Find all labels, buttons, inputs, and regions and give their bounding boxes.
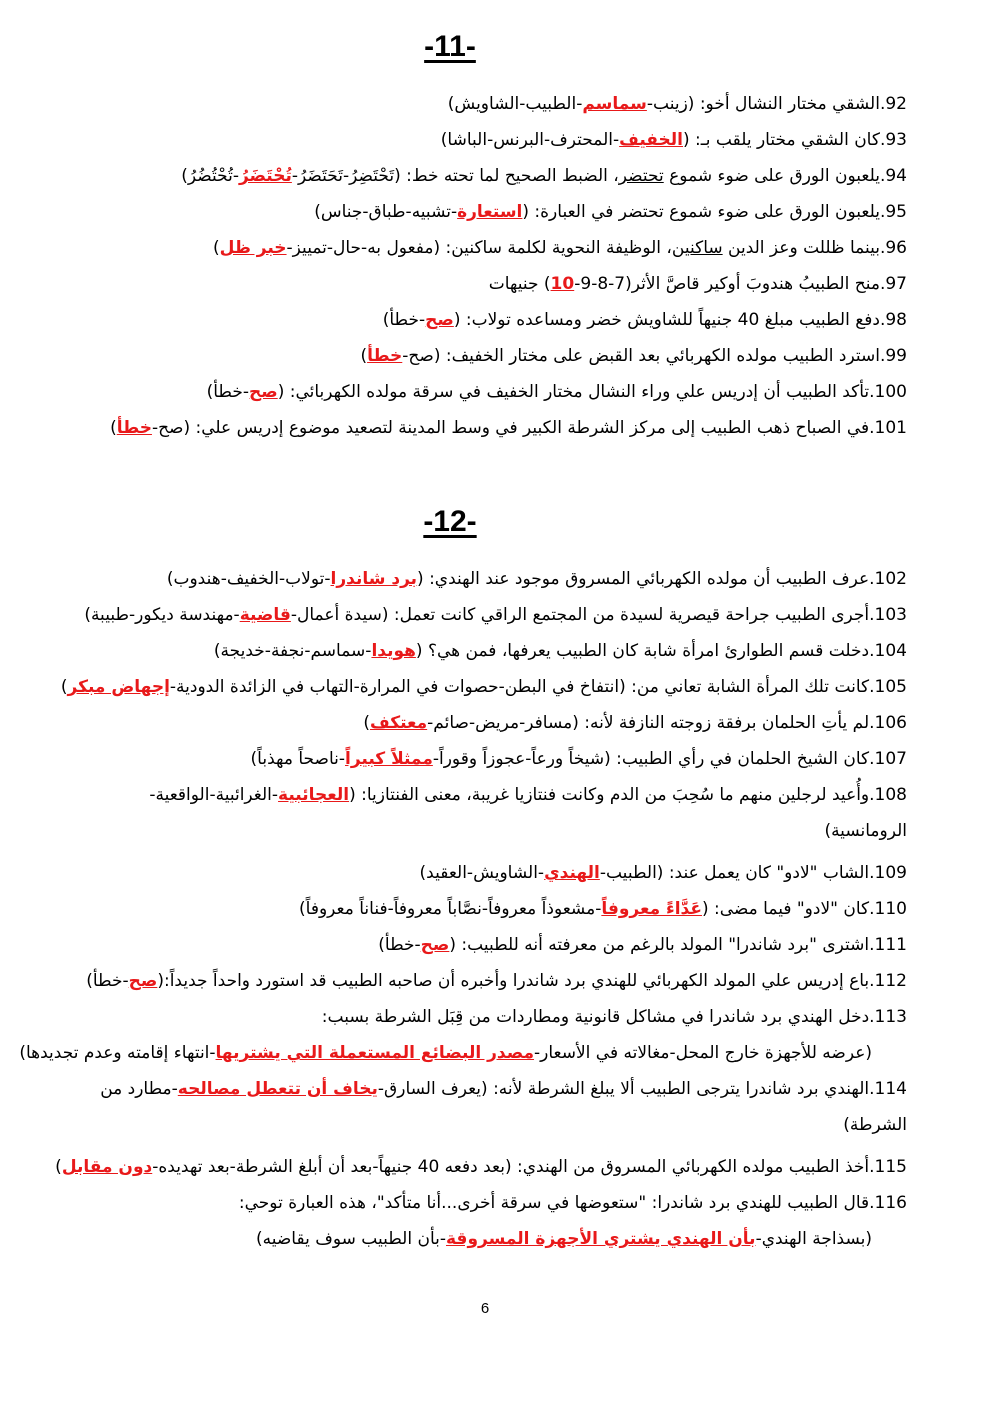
- answer: سماسم: [582, 94, 647, 114]
- answer: ممثلاً كبيراً: [345, 749, 433, 769]
- question-111: 111.اشترى "برد شاندرا" المولد بالرغم من معرفته أنه للطبيب: (صح-خطأ): [378, 935, 907, 955]
- question-92: 92.الشقي مختار النشال أخو: (زينب-سماسم-الطبيب-الشاويش): [447, 94, 907, 114]
- answer: مصدر البضائع المستعملة التي يشتريها: [215, 1043, 535, 1063]
- question-96: 96.بينما ظللت وعز الدين ساكنين، الوظيفة النحوية لكلمة ساكنين: (مفعول به-حال-تمييز-خبر ظل): [213, 238, 907, 258]
- answer: برد شاندرا: [330, 569, 418, 589]
- answer: صح: [128, 971, 158, 991]
- question-115: 115.أخذ الطبيب مولده الكهربائي المسروق من الهندي: (بعد دفعه 40 جنيهاً-بعد أن أبلغ الشرطة-بعد تهديده-دون مقابل): [55, 1157, 907, 1177]
- answer: معتكف: [369, 713, 428, 733]
- question-93: 93.كان الشقي مختار يلقب بـ: (الخفيف-المحترف-البرنس-الباشا): [440, 130, 907, 150]
- question-104: 104.دخلت قسم الطوارئ امرأة شابة كان الطبيب يعرفها، فمن هي؟ (هويدا-سماسم-نجفة-خديجة): [213, 641, 907, 661]
- question-113: 113.دخل الهندي برد شاندرا في مشاكل قانونية ومطاردات من قِبَل الشرطة بسبب:: [321, 1007, 907, 1027]
- answer: الخفيف: [619, 130, 684, 150]
- question-114: 114.الهندي برد شاندرا يترجى الطبيب ألا يبلغ الشرطة لأنه: (يعرف السارق-يخاف أن تتعطل مصالحه-مطارد من الشرطة): [100, 1079, 907, 1135]
- answer: خبر ظل: [219, 238, 287, 258]
- answer: خطأ: [116, 418, 152, 438]
- section-heading-11: -11-: [424, 30, 476, 63]
- answer: 10: [550, 274, 575, 294]
- answer: العجائبية: [278, 785, 350, 805]
- answer: دون مقابل: [61, 1157, 153, 1177]
- answer: بأن الهندي يشتري الأجهزة المسروقة: [446, 1229, 756, 1249]
- question-103: 103.أجرى الطبيب جراحة قيصرية لسيدة من المجتمع الراقي كانت تعمل: (سيدة أعمال-قاضية-مهندسة ديكور-طبيبة): [84, 605, 907, 625]
- question-116-options: (بسذاجة الهندي-بأن الهندي يشتري الأجهزة المسروقة-بأن الطبيب سوف يقاضيه): [255, 1229, 872, 1249]
- question-107: 107.كان الشيخ الحلمان في رأي الطبيب: (شيخاً ورعاً-عجوزاً وقوراً-ممثلاً كبيراً-ناصحاً مهذباً): [250, 749, 907, 769]
- question-99: 99.استرد الطبيب مولده الكهربائي بعد القبض على مختار الخفيف: (صح-خطأ): [360, 346, 907, 366]
- question-113-options: (عرضه للأجهزة خارج المحل-مغالاته في الأسعار-مصدر البضائع المستعملة التي يشتريها-انتهاء إقامته وعدم تجديدها): [19, 1043, 872, 1063]
- answer: هويدا: [371, 641, 416, 661]
- answer: الهندي: [544, 863, 600, 883]
- page-number: 6: [480, 1300, 490, 1317]
- question-109: 109.الشاب "لادو" كان يعمل عند: (الطبيب-الهندي-الشاويش-العقيد): [419, 863, 907, 883]
- question-112: 112.باع إدريس علي المولد الكهربائي للهندي برد شاندرا وأخبره أن صاحبه الطبيب قد استورد واحداً جديداً:(صح-خطأ): [86, 971, 907, 991]
- question-94: 94.يلعبون الورق على ضوء شموع تحتضر، الضبط الصحيح لما تحته خط: (تَحْتَضِرُ-تَحَتَضَرُ-تُحْتَضَرُ-تُحْتُضُرُ): [181, 166, 907, 186]
- question-95: 95.يلعبون الورق على ضوء شموع تحتضر في العبارة: (استعارة-تشبيه-طباق-جناس): [314, 202, 907, 222]
- question-102: 102.عرف الطبيب أن مولده الكهربائي المسروق موجود عند الهندي: (برد شاندرا-تولاب-الخفيف-هندوب): [166, 569, 907, 589]
- question-116: 116.قال الطبيب للهندي برد شاندرا: "ستعوضها في سرقة أخرى...أنا متأكد"، هذه العبارة توحي:: [238, 1193, 907, 1213]
- question-100: 100.تأكد الطبيب أن إدريس علي وراء النشال مختار الخفيف في سرقة مولده الكهربائي: (صح-خطأ): [206, 382, 907, 402]
- answer: صح: [249, 382, 278, 402]
- question-101: 101.في الصباح ذهب الطبيب إلى مركز الشرطة الكبير في وسط المدينة لتصعيد موضوع إدريس علي: (صح-خطأ): [110, 418, 907, 438]
- question-106: 106.لم يأتِ الحلمان برفقة زوجته النازفة لأنه: (مسافر-مريض-صائم-معتكف): [363, 713, 907, 733]
- question-108: 108.وأُعيد لرجلين منهم ما سُحِبَ من الدم وكانت فنتازيا غريبة، معنى الفنتازيا: (العجائبية-الغرائبية-الواقعية-الرومانسية): [149, 785, 907, 841]
- section-heading-12: -12-: [423, 505, 477, 538]
- answer: قاضية: [239, 605, 291, 625]
- question-97: 97.منح الطبيبُ هندوبَ أوكير قاصَّ الأثر(7-8-9-10) جنيهات: [488, 274, 907, 294]
- answer: عَدَّاءً معروفاً: [601, 899, 702, 919]
- question-110: 110.كان "لادو" فيما مضى: (عَدَّاءً معروفاً-مشعوذاً معروفاً-نصَّاباً معروفاً-فناناً معروفاً): [299, 899, 907, 919]
- answer: صح: [420, 935, 450, 955]
- answer: استعارة: [457, 202, 523, 222]
- question-105: 105.كانت تلك المرأة الشابة تعاني من: (انتفاخ في البطن-حصوات في المرارة-التهاب في الزائدة الدودية-إجهاض مبكر): [60, 677, 907, 697]
- question-98: 98.دفع الطبيب مبلغ 40 جنيهاً للشاويش خضر ومساعده تولاب: (صح-خطأ): [382, 310, 907, 330]
- answer: صح: [425, 310, 454, 330]
- answer: خطأ: [367, 346, 403, 366]
- answer: تُحْتَضَرُ: [238, 166, 292, 186]
- answer: إجهاض مبكر: [67, 677, 170, 697]
- answer: يخاف أن تتعطل مصالحه: [177, 1079, 378, 1099]
